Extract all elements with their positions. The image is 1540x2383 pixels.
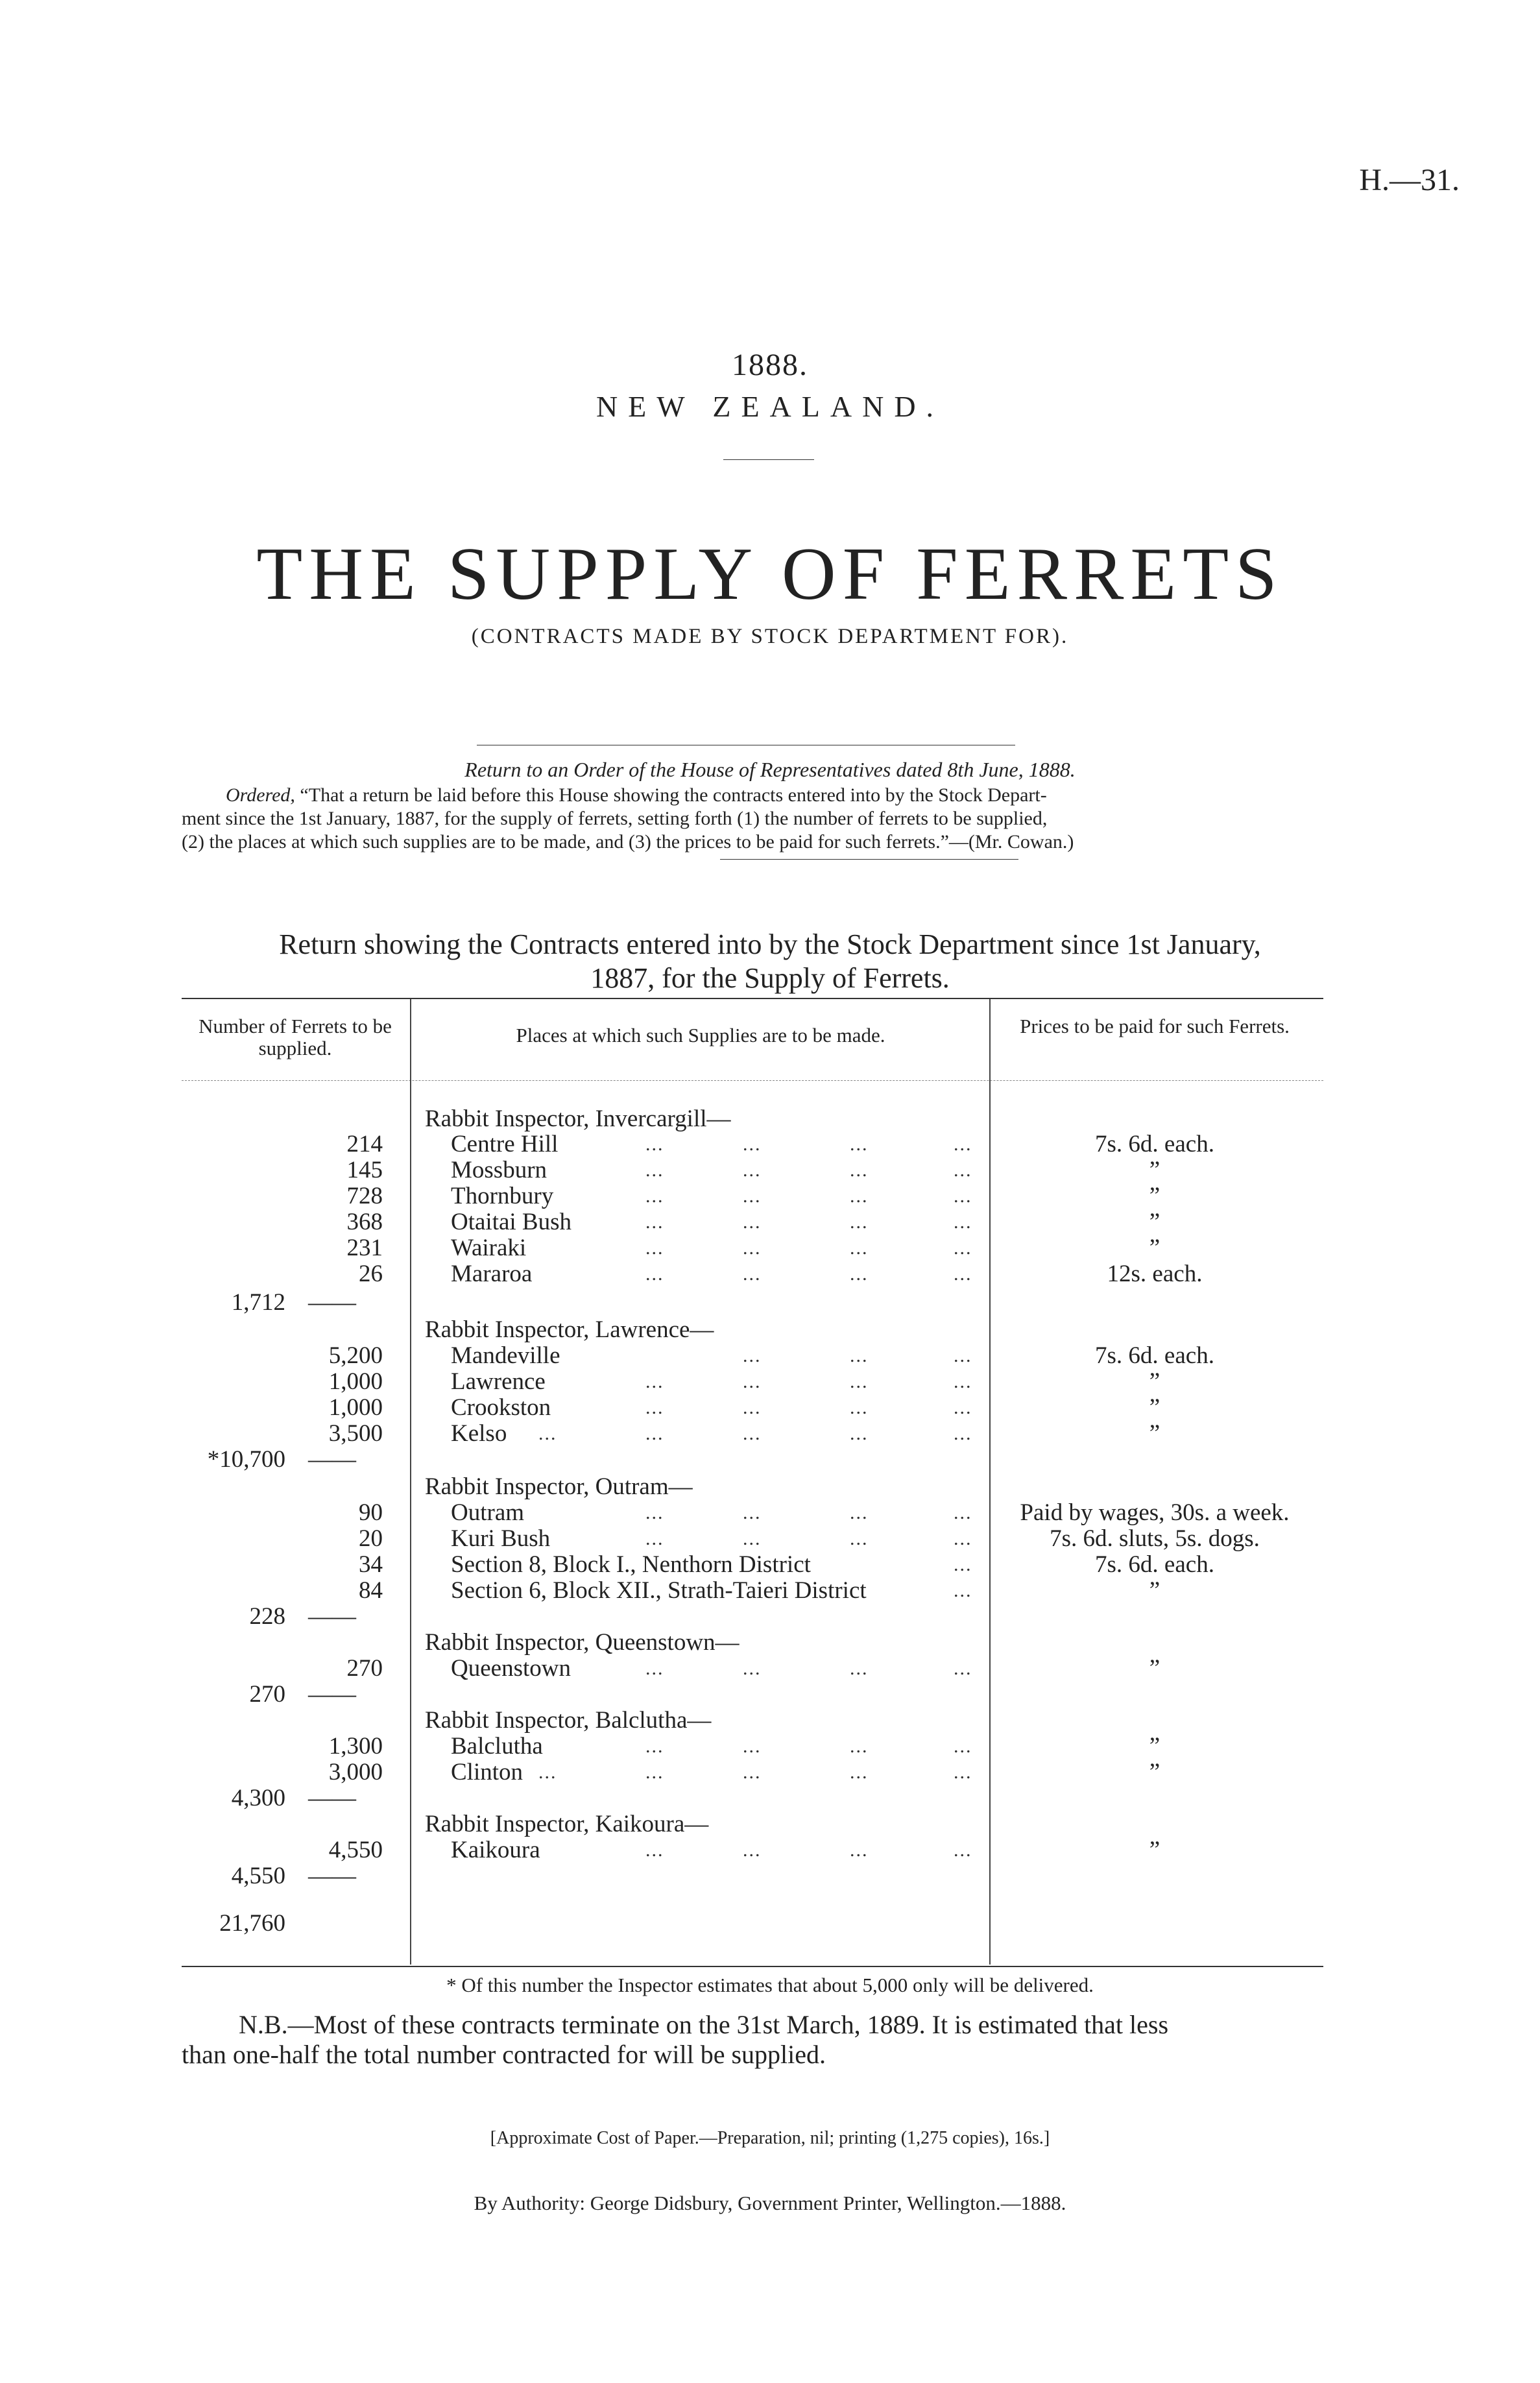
leader-dots: ... bbox=[850, 1423, 869, 1444]
qty-cell: 3,500 bbox=[328, 1420, 383, 1447]
price-cell: ” bbox=[1149, 1837, 1161, 1863]
leader-dots: ... bbox=[743, 1839, 762, 1861]
place-cell: Kelso bbox=[451, 1420, 507, 1447]
place-cell: Centre Hill bbox=[451, 1131, 559, 1157]
price-cell: ” bbox=[1149, 1655, 1161, 1682]
qty-cell: 34 bbox=[359, 1551, 383, 1578]
nb-line-2: than one-half the total number contracted for will be supplied. bbox=[182, 2040, 826, 2069]
qty-cell: 270 bbox=[346, 1655, 383, 1682]
leader-dots: ... bbox=[954, 1554, 972, 1575]
qty-cell: 26 bbox=[359, 1261, 383, 1287]
qty-cell: 145 bbox=[346, 1157, 383, 1183]
place-cell: Kaikoura bbox=[451, 1837, 540, 1863]
leader-dots: ... bbox=[645, 1658, 664, 1679]
leader-dots: ... bbox=[954, 1263, 972, 1285]
leader-dots: ... bbox=[645, 1237, 664, 1259]
leader-dots: ... bbox=[743, 1658, 762, 1679]
ordered-text-3: (2) the places at which such supplies are to be made, and (3) the prices to be paid for such ferrets.”—(Mr. Cowan.) bbox=[182, 831, 1074, 853]
ordered-text-1: “That a return be laid before this House showing the contracts entered into by the Stock Depart- bbox=[295, 784, 1047, 806]
qty-cell: 3,000 bbox=[328, 1759, 383, 1785]
subtotal-dash: —— bbox=[308, 1603, 356, 1630]
subtotal-dash: —— bbox=[308, 1681, 356, 1708]
leader-dots: ... bbox=[645, 1397, 664, 1418]
leader-dots: ... bbox=[954, 1658, 972, 1679]
column-header-places: Places at which such Supplies are to be made. bbox=[516, 1024, 885, 1046]
leader-dots: ... bbox=[850, 1345, 869, 1366]
subtotal-dash: —— bbox=[308, 1863, 356, 1889]
leader-dots: ... bbox=[645, 1185, 664, 1207]
subtotal-cell: 1,712 bbox=[231, 1289, 285, 1316]
leader-dots: ... bbox=[743, 1736, 762, 1757]
price-cell: 12s. each. bbox=[1107, 1261, 1203, 1287]
leader-dots: ... bbox=[850, 1761, 869, 1783]
price-cell: ” bbox=[1149, 1209, 1161, 1235]
subtotal-cell: 228 bbox=[249, 1603, 285, 1630]
subtotal-dash: —— bbox=[308, 1289, 356, 1316]
table-top-rule bbox=[182, 998, 1323, 999]
leader-dots: ... bbox=[743, 1263, 762, 1285]
qty-cell: 90 bbox=[359, 1499, 383, 1526]
price-cell: 7s. 6d. each. bbox=[1095, 1551, 1214, 1578]
leader-dots: ... bbox=[954, 1397, 972, 1418]
place-cell: Section 6, Block XII., Strath-Taieri District bbox=[451, 1577, 867, 1604]
price-cell: ” bbox=[1149, 1183, 1161, 1209]
document-title: THE SUPPLY OF FERRETS bbox=[256, 533, 1284, 616]
qty-cell: 1,000 bbox=[328, 1368, 383, 1395]
leader-dots: ... bbox=[743, 1761, 762, 1783]
leader-dots: ... bbox=[954, 1736, 972, 1757]
leader-dots: ... bbox=[954, 1761, 972, 1783]
subtotal-dash: —— bbox=[308, 1785, 356, 1811]
leader-dots: ... bbox=[538, 1423, 557, 1444]
price-cell: ” bbox=[1149, 1420, 1161, 1447]
leader-dots: ... bbox=[743, 1528, 762, 1549]
leader-dots: ... bbox=[538, 1761, 557, 1783]
leader-dots: ... bbox=[743, 1423, 762, 1444]
leader-dots: ... bbox=[850, 1159, 869, 1181]
leader-dots: ... bbox=[850, 1237, 869, 1259]
place-cell: Kuri Bush bbox=[451, 1525, 551, 1552]
table-header-rule bbox=[182, 1080, 1323, 1081]
title-rule bbox=[723, 459, 814, 460]
table-divider-2 bbox=[989, 999, 991, 1965]
leader-dots: ... bbox=[850, 1211, 869, 1233]
nb-line-1: N.B.—Most of these contracts terminate on the 31st March, 1889. It is estimated that less bbox=[239, 2010, 1169, 2039]
leader-dots: ... bbox=[645, 1263, 664, 1285]
leader-dots: ... bbox=[850, 1263, 869, 1285]
price-cell: ” bbox=[1149, 1235, 1161, 1261]
place-cell: Wairaki bbox=[451, 1235, 527, 1261]
footnote: * Of this number the Inspector estimates that about 5,000 only will be delivered. bbox=[446, 1974, 1094, 1996]
table-divider-1 bbox=[410, 999, 411, 1965]
qty-cell: 4,550 bbox=[328, 1837, 383, 1863]
leader-dots: ... bbox=[954, 1237, 972, 1259]
subtotal-dash: —— bbox=[308, 1446, 356, 1473]
price-cell: 7s. 6d. sluts, 5s. dogs. bbox=[1050, 1525, 1260, 1552]
leader-dots: ... bbox=[954, 1839, 972, 1861]
leader-dots: ... bbox=[850, 1658, 869, 1679]
place-cell: Lawrence bbox=[451, 1368, 546, 1395]
qty-cell: 231 bbox=[346, 1235, 383, 1261]
grand-total: 21,760 bbox=[219, 1910, 285, 1937]
leader-dots: ... bbox=[645, 1528, 664, 1549]
preamble-rule-bottom bbox=[720, 859, 1018, 860]
leader-dots: ... bbox=[850, 1736, 869, 1757]
ordered-label: Ordered, bbox=[226, 784, 295, 806]
inspector-kaikoura: Rabbit Inspector, Kaikoura— bbox=[425, 1811, 709, 1837]
inspector-queenstown: Rabbit Inspector, Queenstown— bbox=[425, 1629, 740, 1656]
printer-imprint: By Authority: George Didsbury, Government Printer, Wellington.—1888. bbox=[474, 2192, 1066, 2214]
leader-dots: ... bbox=[850, 1528, 869, 1549]
leader-dots: ... bbox=[743, 1159, 762, 1181]
place-cell: Queenstown bbox=[451, 1655, 571, 1682]
place-cell: Thornbury bbox=[451, 1183, 554, 1209]
price-cell: 7s. 6d. each. bbox=[1095, 1131, 1214, 1157]
leader-dots: ... bbox=[645, 1761, 664, 1783]
leader-dots: ... bbox=[954, 1580, 972, 1601]
return-order-line: Return to an Order of the House of Representatives dated 8th June, 1888. bbox=[464, 758, 1076, 781]
leader-dots: ... bbox=[743, 1133, 762, 1155]
leader-dots: ... bbox=[850, 1185, 869, 1207]
return-heading-line1: Return showing the Contracts entered into by the Stock Department since 1st January, bbox=[279, 928, 1261, 960]
leader-dots: ... bbox=[954, 1423, 972, 1444]
price-cell: ” bbox=[1149, 1157, 1161, 1183]
leader-dots: ... bbox=[954, 1528, 972, 1549]
inspector-balclutha: Rabbit Inspector, Balclutha— bbox=[425, 1707, 712, 1734]
leader-dots: ... bbox=[645, 1736, 664, 1757]
price-cell: ” bbox=[1149, 1733, 1161, 1760]
place-cell: Otaitai Bush bbox=[451, 1209, 572, 1235]
page-reference: H.—31. bbox=[1359, 163, 1460, 197]
qty-cell: 728 bbox=[346, 1183, 383, 1209]
qty-cell: 368 bbox=[346, 1209, 383, 1235]
place-cell: Outram bbox=[451, 1499, 525, 1526]
leader-dots: ... bbox=[850, 1502, 869, 1523]
subtotal-cell: *10,700 bbox=[207, 1446, 285, 1473]
ordered-text-2: ment since the 1st January, 1887, for the supply of ferrets, setting forth (1) the number of ferrets to be supplied, bbox=[182, 808, 1048, 829]
subtotal-cell: 270 bbox=[249, 1681, 285, 1708]
qty-cell: 20 bbox=[359, 1525, 383, 1552]
column-header-number: Number of Ferrets to be supplied. bbox=[199, 1015, 392, 1059]
return-heading-line2: 1887, for the Supply of Ferrets. bbox=[590, 962, 950, 994]
qty-cell: 1,300 bbox=[328, 1733, 383, 1760]
place-cell: Mararoa bbox=[451, 1261, 533, 1287]
leader-dots: ... bbox=[954, 1211, 972, 1233]
place-cell: Crookston bbox=[451, 1394, 551, 1421]
ordered-paragraph bbox=[182, 784, 1323, 854]
leader-dots: ... bbox=[645, 1423, 664, 1444]
price-cell: ” bbox=[1149, 1577, 1161, 1604]
cost-note: [Approximate Cost of Paper.—Preparation, nil; printing (1,275 copies), 16s.] bbox=[490, 2128, 1050, 2148]
leader-dots: ... bbox=[954, 1159, 972, 1181]
inspector-lawrence: Rabbit Inspector, Lawrence— bbox=[425, 1316, 714, 1343]
nb-note bbox=[182, 2010, 1323, 2070]
document-subtitle: (CONTRACTS MADE BY STOCK DEPARTMENT FOR). bbox=[471, 625, 1069, 648]
inspector-invercargill: Rabbit Inspector, Invercargill— bbox=[425, 1106, 731, 1132]
leader-dots: ... bbox=[743, 1502, 762, 1523]
price-cell: ” bbox=[1149, 1759, 1161, 1785]
subtotal-cell: 4,300 bbox=[231, 1785, 285, 1811]
leader-dots: ... bbox=[645, 1839, 664, 1861]
leader-dots: ... bbox=[954, 1345, 972, 1366]
leader-dots: ... bbox=[850, 1839, 869, 1861]
inspector-outram: Rabbit Inspector, Outram— bbox=[425, 1473, 693, 1500]
price-cell: ” bbox=[1149, 1368, 1161, 1395]
leader-dots: ... bbox=[645, 1211, 664, 1233]
country-name: NEW ZEALAND. bbox=[596, 390, 944, 423]
price-cell: Paid by wages, 30s. a week. bbox=[1020, 1499, 1290, 1526]
leader-dots: ... bbox=[850, 1397, 869, 1418]
leader-dots: ... bbox=[645, 1133, 664, 1155]
column-header-prices: Prices to be paid for such Ferrets. bbox=[1020, 1015, 1290, 1037]
leader-dots: ... bbox=[954, 1185, 972, 1207]
qty-cell: 214 bbox=[346, 1131, 383, 1157]
qty-cell: 1,000 bbox=[328, 1394, 383, 1421]
price-cell: 7s. 6d. each. bbox=[1095, 1342, 1214, 1369]
place-cell: Balclutha bbox=[451, 1733, 543, 1760]
leader-dots: ... bbox=[743, 1345, 762, 1366]
table-bottom-rule bbox=[182, 1966, 1323, 1967]
leader-dots: ... bbox=[743, 1185, 762, 1207]
leader-dots: ... bbox=[954, 1133, 972, 1155]
leader-dots: ... bbox=[954, 1371, 972, 1392]
leader-dots: ... bbox=[645, 1502, 664, 1523]
qty-cell: 5,200 bbox=[328, 1342, 383, 1369]
leader-dots: ... bbox=[850, 1133, 869, 1155]
place-cell: Section 8, Block I., Nenthorn District bbox=[451, 1551, 811, 1578]
leader-dots: ... bbox=[645, 1371, 664, 1392]
leader-dots: ... bbox=[743, 1237, 762, 1259]
place-cell: Mossburn bbox=[451, 1157, 547, 1183]
subtotal-cell: 4,550 bbox=[231, 1863, 285, 1889]
qty-cell: 84 bbox=[359, 1577, 383, 1604]
document-year: 1888. bbox=[732, 348, 808, 382]
place-cell: Mandeville bbox=[451, 1342, 560, 1369]
leader-dots: ... bbox=[743, 1371, 762, 1392]
place-cell: Clinton bbox=[451, 1759, 523, 1785]
leader-dots: ... bbox=[850, 1371, 869, 1392]
price-cell: ” bbox=[1149, 1394, 1161, 1421]
leader-dots: ... bbox=[645, 1159, 664, 1181]
leader-dots: ... bbox=[743, 1397, 762, 1418]
leader-dots: ... bbox=[743, 1211, 762, 1233]
leader-dots: ... bbox=[954, 1502, 972, 1523]
